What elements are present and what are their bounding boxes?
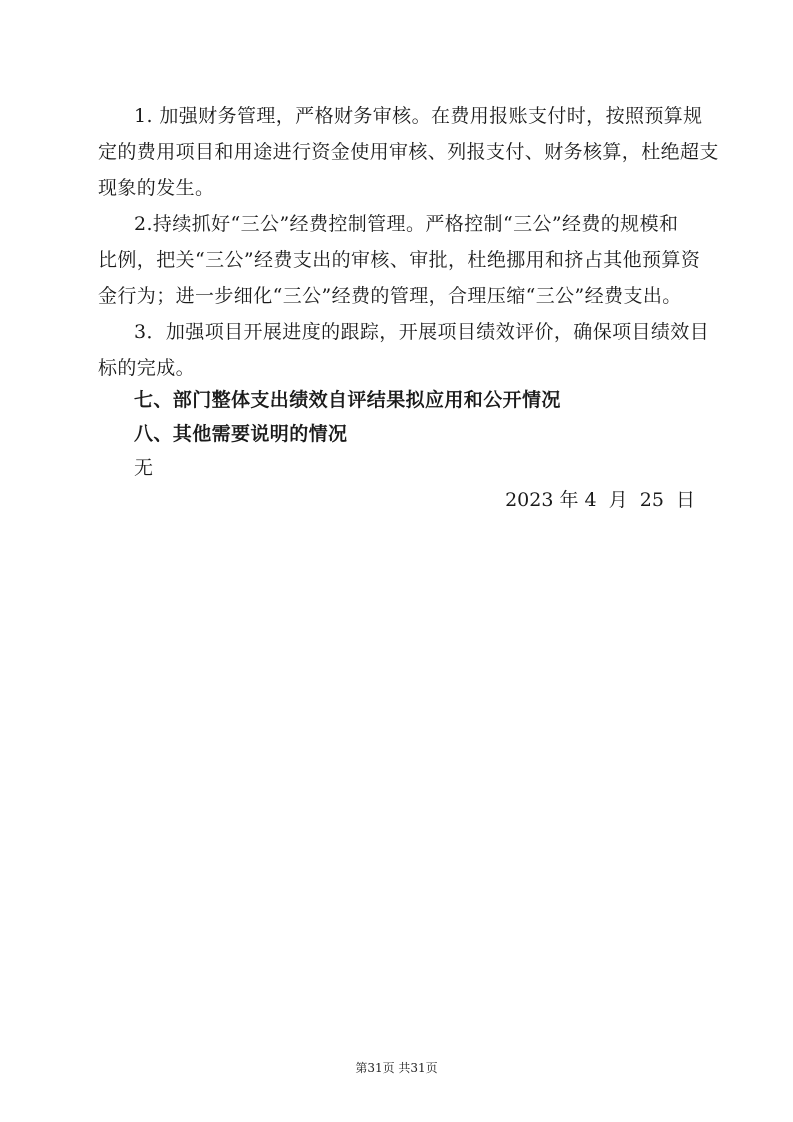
section-8-body: 无 [134,457,154,479]
paragraph-1-line-2: 定的费用项目和用途进行资金使用审核、列报支付、财务核算，杜绝超支 [98,141,719,163]
paragraph-1-line-1: 1. 加强财务管理，严格财务审核。在费用报账支付时，按照预算规 [134,105,703,127]
paragraph-2-line-3: 金行为；进一步细化“三公”经费的管理，合理压缩“三公”经费支出。 [98,285,682,307]
section-7-heading: 七、部门整体支出绩效自评结果拟应用和公开情况 [134,389,561,411]
paragraph-2-line-2: 比例，把关“三公”经费支出的审核、审批，杜绝挪用和挤占其他预算资 [98,249,701,271]
page-footer: 第31页 共31页 [355,1061,438,1075]
paragraph-3-line-1: 3．加强项目开展进度的跟踪，开展项目绩效评价，确保项目绩效目 [134,321,710,343]
document-date: 2023 年 4 月 25 日 [505,489,695,511]
paragraph-3-line-2: 标的完成。 [98,357,196,379]
paragraph-1-line-3: 现象的发生。 [98,177,215,199]
paragraph-2-line-1: 2.持续抓好“三公”经费控制管理。严格控制“三公”经费的规模和 [134,213,679,235]
section-8-heading: 八、其他需要说明的情况 [134,423,348,445]
